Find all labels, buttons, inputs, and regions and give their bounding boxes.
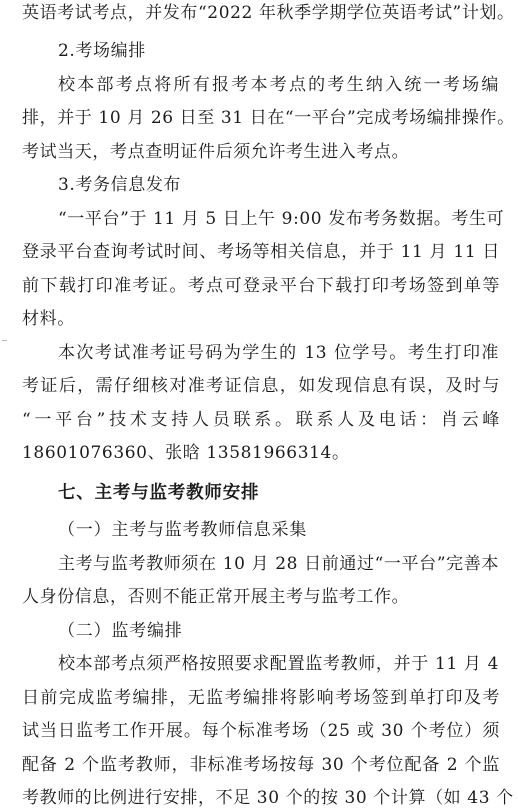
margin-mark — [2, 340, 7, 341]
text-line: 登录平台查询考试时间、考场等相关信息，并于 11 月 11 日 — [22, 242, 500, 262]
text-line: 人身份信息，否则不能正常开展主考与监考工作。 — [22, 587, 410, 607]
text-line: 前下载打印准考证。考点可登录平台下载打印考场签到单等 — [22, 276, 500, 296]
subheading-invigilation-arrangement: （二）监考编排 — [58, 621, 183, 641]
section-heading-examiners: 七、主考与监考教师安排 — [58, 483, 260, 503]
text-line: 考教师的比例进行安排，不足 30 个的按 30 个计算（如 43 个 — [22, 788, 514, 808]
text-line: 材料。 — [22, 309, 75, 329]
subheading-exam-info-release: 3.考务信息发布 — [58, 175, 182, 195]
text-line: 排，并于 10 月 26 日至 31 日在“一平台”完成考场编排操作。 — [22, 108, 515, 128]
text-line-continuation: 英语考试考点，并发布“2022 年秋季学期学位英语考试”计划。 — [22, 3, 515, 23]
text-line: 考证后，需仔细核对准考证信息，如发现信息有误，及时与 — [22, 376, 500, 396]
text-line: “一平台”技术支持人员联系。联系人及电话：肖云峰 — [22, 410, 500, 430]
text-line: “一平台”于 11 月 5 日上午 9:00 发布考务数据。考生可 — [58, 209, 505, 229]
text-line: 校本部考点将所有报考本考点的考生纳入统一考场编 — [58, 75, 499, 95]
subheading-info-collection: （一）主考与监考教师信息采集 — [58, 520, 308, 540]
text-line: 本次考试准考证号码为学生的 13 位学号。考生打印准 — [58, 343, 499, 363]
text-line: 考试当天，考点查明证件后须允许考生进入考点。 — [22, 142, 410, 162]
text-line: 试当日监考工作开展。每个标准考场（25 或 30 个考位）须 — [22, 721, 500, 741]
text-line-contacts: 18601076360、张晗 13581966314。 — [22, 443, 350, 463]
text-line: 日前完成监考编排，无监考编排将影响考场签到单打印及考 — [22, 688, 500, 708]
subheading-exam-room-arrangement: 2.考场编排 — [58, 41, 146, 61]
text-line: 主考与监考教师须在 10 月 28 日前通过“一平台”完善本 — [58, 554, 499, 574]
text-line: 配备 2 个监考教师，非标准考场按每 30 个考位配备 2 个监 — [22, 755, 500, 775]
text-line: 校本部考点须严格按照要求配置监考教师，并于 11 月 4 — [58, 654, 499, 674]
